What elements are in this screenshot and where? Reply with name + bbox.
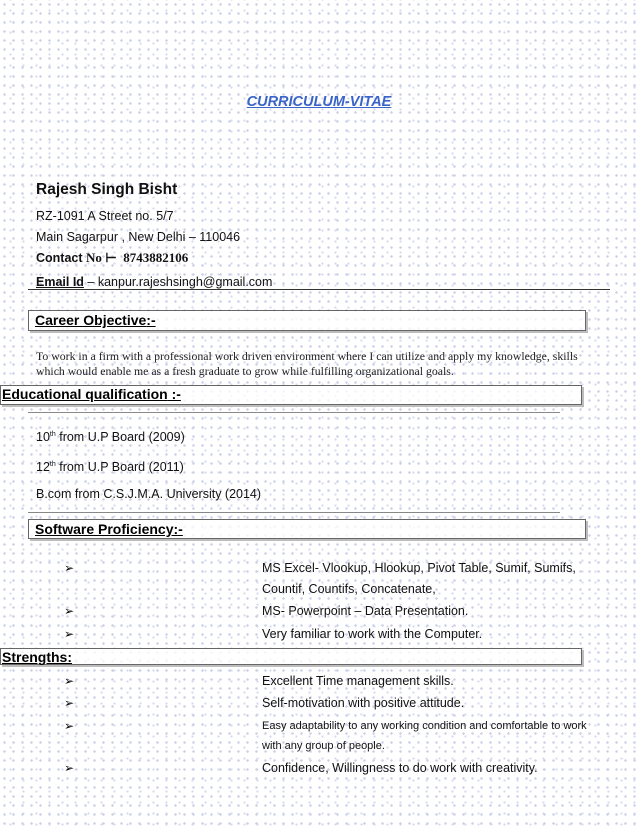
bullet-arrow-icon: ➢ (64, 674, 75, 688)
education-item: B.com from C.S.J.M.A. University (2014) (36, 487, 262, 501)
email-label: Email Id (36, 275, 84, 289)
strength-item: Easy adaptability to any working condition and comfortable to work (262, 720, 587, 732)
education-item-sup: th (49, 430, 56, 438)
address-line-1: RZ-1091 A Street no. 5/7 (36, 209, 174, 223)
education-heading-suffix: :- (167, 386, 181, 402)
email-value: – kanpur.rajeshsingh@gmail.com (83, 275, 273, 289)
career-objective-text: To work in a firm with a professional work driven environment where I can utilize and apply my knowledge, skills which would enable me as a fresh graduate to grow while fulfilling organizational goals. (36, 349, 578, 378)
email-line (36, 275, 272, 289)
education-bottom-divider (28, 512, 560, 513)
bullet-arrow-icon: ➢ (64, 761, 75, 775)
education-item-sup: th (49, 460, 56, 468)
software-item-cont: Countif, Countifs, Concatenate, (262, 582, 436, 596)
software-item: Very familiar to work with the Computer. (262, 627, 483, 641)
bullet-arrow-icon: ➢ (64, 719, 75, 733)
bullet-arrow-icon: ➢ (64, 604, 75, 618)
education-item-rest: from U.P Board (2011) (55, 460, 184, 474)
bullet-arrow-icon: ➢ (64, 696, 75, 710)
strength-item-cont: with any group of people. (262, 740, 385, 752)
contact-separator: ⊢ (105, 250, 117, 265)
contact-number: 8743882106 (123, 250, 189, 265)
candidate-name: Rajesh Singh Bisht (36, 181, 178, 198)
software-item: MS Excel- Vlookup, Hlookup, Pivot Table, Sumif, Sumifs, (262, 561, 576, 575)
document-title: CURRICULUM-VITAE (246, 94, 392, 110)
career-heading-suffix: :- (146, 312, 156, 328)
header-divider (28, 289, 610, 290)
education-heading (2, 386, 181, 402)
strengths-heading-box (0, 648, 582, 665)
career-heading (35, 312, 156, 328)
contact-line (36, 250, 188, 266)
education-item (36, 430, 185, 444)
strength-item: Excellent Time management skills. (262, 674, 454, 688)
career-heading-text: Career Objective (35, 312, 147, 328)
software-heading: Software Proficiency:- (35, 521, 183, 537)
education-item (36, 460, 184, 474)
strengths-heading: Strengths: (2, 649, 72, 665)
strength-item: Self-motivation with positive attitude. (262, 696, 465, 710)
education-item-num: 12 (36, 460, 50, 474)
software-item: MS- Powerpoint – Data Presentation. (262, 604, 469, 618)
strength-item: Confidence, Willingness to do work with creativity. (262, 761, 538, 775)
contact-label: Contact (36, 251, 83, 265)
bullet-arrow-icon: ➢ (64, 561, 75, 575)
bullet-arrow-icon: ➢ (64, 627, 75, 641)
education-divider (28, 412, 560, 413)
address-line-2: Main Sagarpur , New Delhi – 110046 (36, 230, 241, 244)
education-item-num: 10 (36, 430, 50, 444)
education-heading-text: Educational qualification (2, 386, 168, 402)
education-item-rest: from U.P Board (2009) (55, 430, 185, 444)
contact-no-label: No (86, 250, 102, 265)
